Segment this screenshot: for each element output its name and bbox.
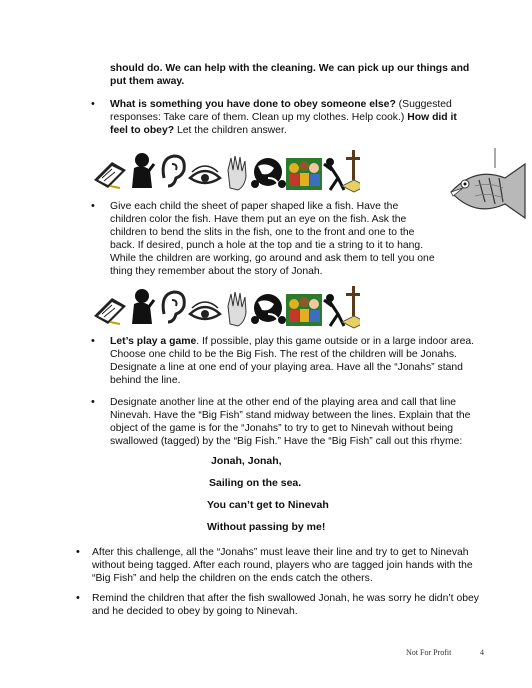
obey-question-feel-1: How did it: [404, 112, 457, 123]
ninevah-line: object of the game is for the “Jonahs” to try to get to Ninevah without being: [110, 423, 454, 434]
bullet: •: [91, 200, 95, 212]
game-line: Choose one child to be the Big Fish. The rest of the children will be Jonahs.: [110, 349, 457, 360]
ear-icon: [163, 292, 184, 322]
footer-label: Not For Profit: [406, 648, 452, 657]
game-line: Designate a line at one end of your playing area. Have all the “Jonahs” stand: [110, 362, 463, 373]
hand-icon: [228, 156, 246, 190]
eye-icon: [190, 302, 220, 319]
continued-text-line-2: put them away.: [110, 76, 185, 87]
obey-question-line-2: [110, 111, 457, 124]
obey-question-line-3: [110, 124, 287, 137]
rhyme-line: Jonah, Jonah,: [211, 455, 282, 467]
remind-line: Remind the children that after the fish swallowed Jonah, he was sorry he didn’t obey: [92, 593, 479, 604]
obey-question-feel-2: feel to obey?: [110, 125, 175, 136]
eye-icon: [190, 166, 220, 183]
activity-icon-row-2: [90, 284, 360, 330]
praying-child-icon: [132, 153, 154, 188]
bullet: •: [91, 396, 95, 408]
obey-question-answer: Let the children answer.: [174, 125, 287, 136]
fish-activity-line: While the children are working, go around and ask them to tell you one: [110, 253, 435, 264]
game-lead: Let’s play a game: [110, 336, 197, 347]
ear-icon: [163, 156, 184, 186]
obey-question-rest: (Suggested: [395, 99, 452, 110]
page-number: 4: [480, 648, 484, 657]
remind-line: and he decided to obey by going to Ninevah.: [92, 606, 298, 617]
rhyme-line: Without passing by me!: [207, 521, 326, 533]
ninevah-line: Ninevah. Have the “Big Fish” stand midway between the lines. Explain that the: [110, 410, 471, 421]
ninevah-line: swallowed (tagged) by the “Big Fish.” Have the “Big Fish” call out this rhyme:: [110, 436, 463, 447]
bullet: •: [76, 546, 80, 558]
praying-child-icon: [132, 289, 154, 324]
fish-activity-line: Give each child the sheet of paper shaped like a fish. Have the: [110, 201, 399, 212]
game-line: behind the line.: [110, 375, 181, 386]
obey-question-responses: responses: Take care of them. Clean up my clothes. Help cook.): [110, 112, 405, 123]
game-line-1: [110, 335, 474, 348]
globe-icon: [251, 294, 286, 324]
fish-illustration: [445, 148, 527, 228]
obey-question-line-1: [110, 98, 452, 111]
fish-activity-line: thing they remember about the story of Jonah.: [110, 266, 323, 277]
bible-icon: [94, 162, 126, 188]
fish-activity-line: children to bend the slits in the fish, one to the front and one to the: [110, 227, 415, 238]
after-line: “Big Fish” and help the children on the ends catch the others.: [92, 573, 373, 584]
obey-question-lead: What is something you have done to obey someone else?: [110, 99, 396, 110]
stretching-person-icon: [324, 158, 344, 190]
game-rest: . If possible, play this game outside or in a large indoor area.: [196, 336, 475, 347]
ninevah-line: Designate another line at the other end of the playing area and call that line: [110, 397, 457, 408]
bible-icon: [94, 298, 126, 324]
cross-book-icon: [342, 150, 360, 192]
bullet: •: [76, 592, 80, 604]
rhyme-line: You can’t get to Ninevah: [207, 499, 329, 511]
children-group-icon: [286, 294, 322, 326]
stretching-person-icon: [324, 294, 344, 326]
after-line: After this challenge, all the “Jonahs” must leave their line and try to get to Ninevah: [92, 547, 469, 558]
continued-text-line-1: should do. We can help with the cleaning. We can pick up our things and: [110, 63, 470, 74]
hand-icon: [228, 292, 246, 326]
cross-book-icon: [342, 286, 360, 328]
bullet: •: [91, 98, 95, 110]
bullet: •: [91, 335, 95, 347]
globe-icon: [251, 158, 286, 188]
children-group-icon: [286, 158, 322, 190]
fish-activity-line: children color the fish. Have them put an eye on the fish. Ask the: [110, 214, 407, 225]
activity-icon-row-1: [90, 148, 360, 194]
after-line: without being tagged. After each round, players who are tagged join hands with the: [92, 560, 473, 571]
rhyme-line: Sailing on the sea.: [209, 477, 302, 489]
fish-activity-line: back. If desired, punch a hole at the top and tie a string to it to hang.: [110, 240, 424, 251]
